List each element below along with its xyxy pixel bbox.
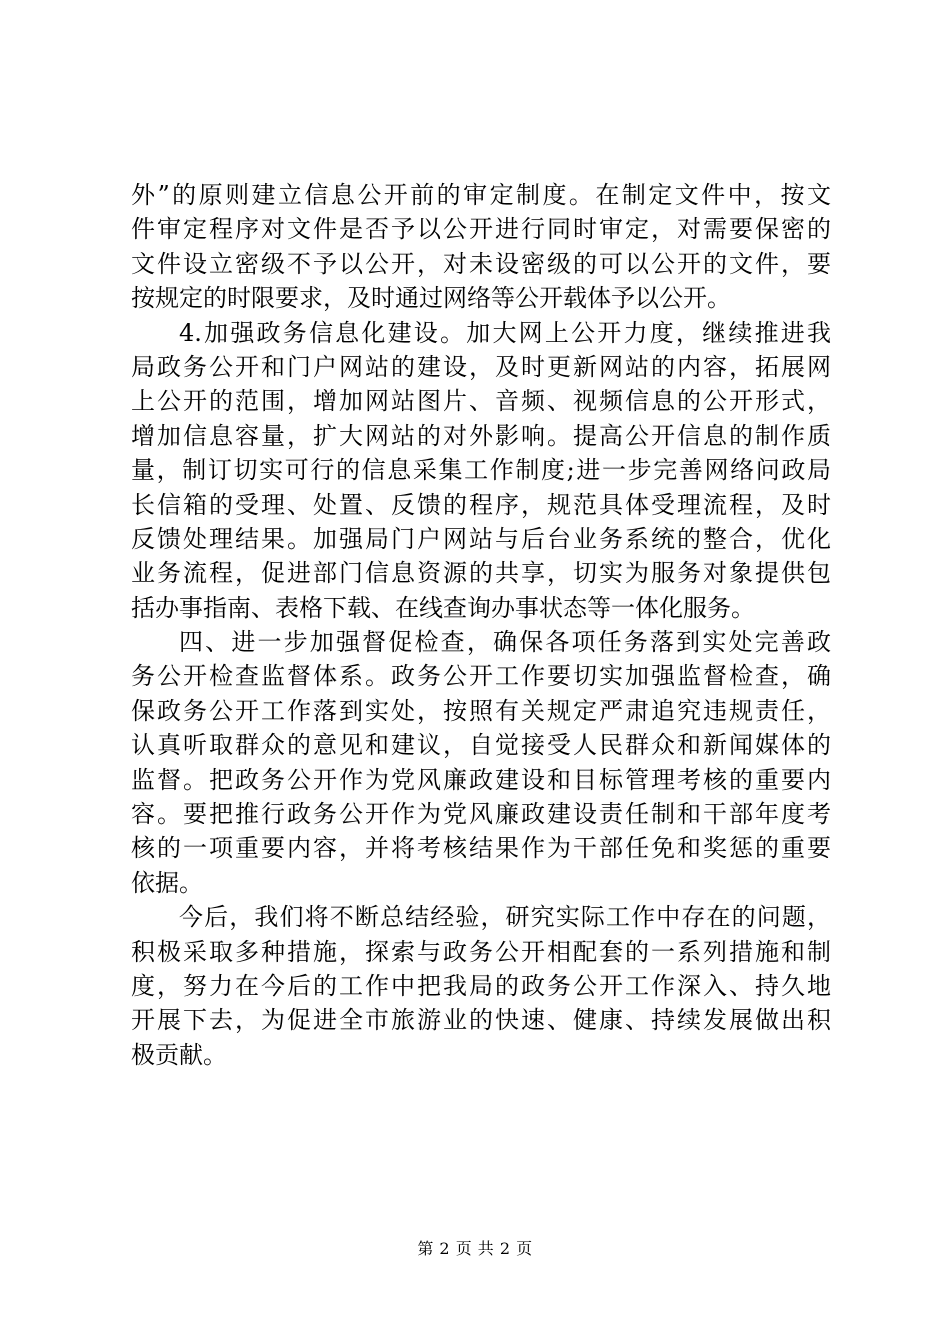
text-line: 依据。 [131, 868, 203, 897]
text-line: 容。要把推行政务公开作为党风廉政建设责任制和干部年度考 [131, 800, 831, 829]
text-line: 增加信息容量，扩大网站的对外影响。提高公开信息的制作质 [131, 421, 831, 450]
paragraph-conclusion [131, 900, 831, 1072]
text-line: 文件设立密级不予以公开，对未设密级的可以公开的文件，要 [131, 249, 831, 278]
text-line: 四、进一步加强督促检查，确保各项任务落到实处完善政 [179, 628, 831, 657]
text-line: 业务流程，促进部门信息资源的共享，切实为服务对象提供包 [131, 559, 831, 588]
text-line: 开展下去，为促进全市旅游业的快速、健康、持续发展做出积 [131, 1006, 831, 1035]
page-number-footer: 第 2 页 共 2 页 [417, 1239, 533, 1258]
text-line: 监督。把政务公开作为党风廉政建设和目标管理考核的重要内 [131, 765, 831, 794]
text-line: 外”的原则建立信息公开前的审定制度。在制定文件中，按文 [131, 181, 831, 209]
text-line: 认真听取群众的意见和建议，自觉接受人民群众和新闻媒体的 [131, 731, 831, 760]
text-line: 4.加强政务信息化建设。加大网上公开力度，继续推进我 [179, 318, 831, 347]
text-line: 积极采取多种措施，探索与政务公开相配套的一系列措施和制 [131, 937, 831, 966]
text-line: 量，制订切实可行的信息采集工作制度;进一步完善网络问政局 [131, 456, 831, 485]
text-line: 括办事指南、表格下载、在线查询办事状态等一体化服务。 [131, 593, 755, 622]
text-line: 上公开的范围，增加网站图片、音频、视频信息的公开形式， [131, 387, 831, 416]
text-line: 长信箱的受理、处置、反馈的程序，规范具体受理流程，及时 [131, 490, 831, 519]
text-line: 今后，我们将不断总结经验，研究实际工作中存在的问题， [179, 903, 831, 932]
text-line: 核的一项重要内容，并将考核结果作为干部任免和奖惩的重要 [131, 834, 831, 863]
document-body [131, 178, 831, 1072]
paragraph-continuation [131, 178, 831, 316]
text-line: 局政务公开和门户网站的建设，及时更新网站的内容，拓展网 [131, 352, 831, 381]
text-line: 务公开检查监督体系。政务公开工作要切实加强监督检查，确 [131, 662, 831, 691]
text-line: 保政务公开工作落到实处，按照有关规定严肃追究违规责任， [131, 696, 831, 725]
text-line: 度，努力在今后的工作中把我局的政务公开工作深入、持久地 [131, 971, 831, 1000]
text-line: 反馈处理结果。加强局门户网站与后台业务系统的整合，优化 [131, 524, 831, 553]
text-line: 按规定的时限要求，及时通过网络等公开载体予以公开。 [131, 284, 731, 313]
text-line: 件审定程序对文件是否予以公开进行同时审定，对需要保密的 [131, 215, 831, 244]
paragraph-section-4 [131, 625, 831, 900]
paragraph-item-4 [131, 316, 831, 626]
text-line: 极贡献。 [131, 1040, 227, 1069]
